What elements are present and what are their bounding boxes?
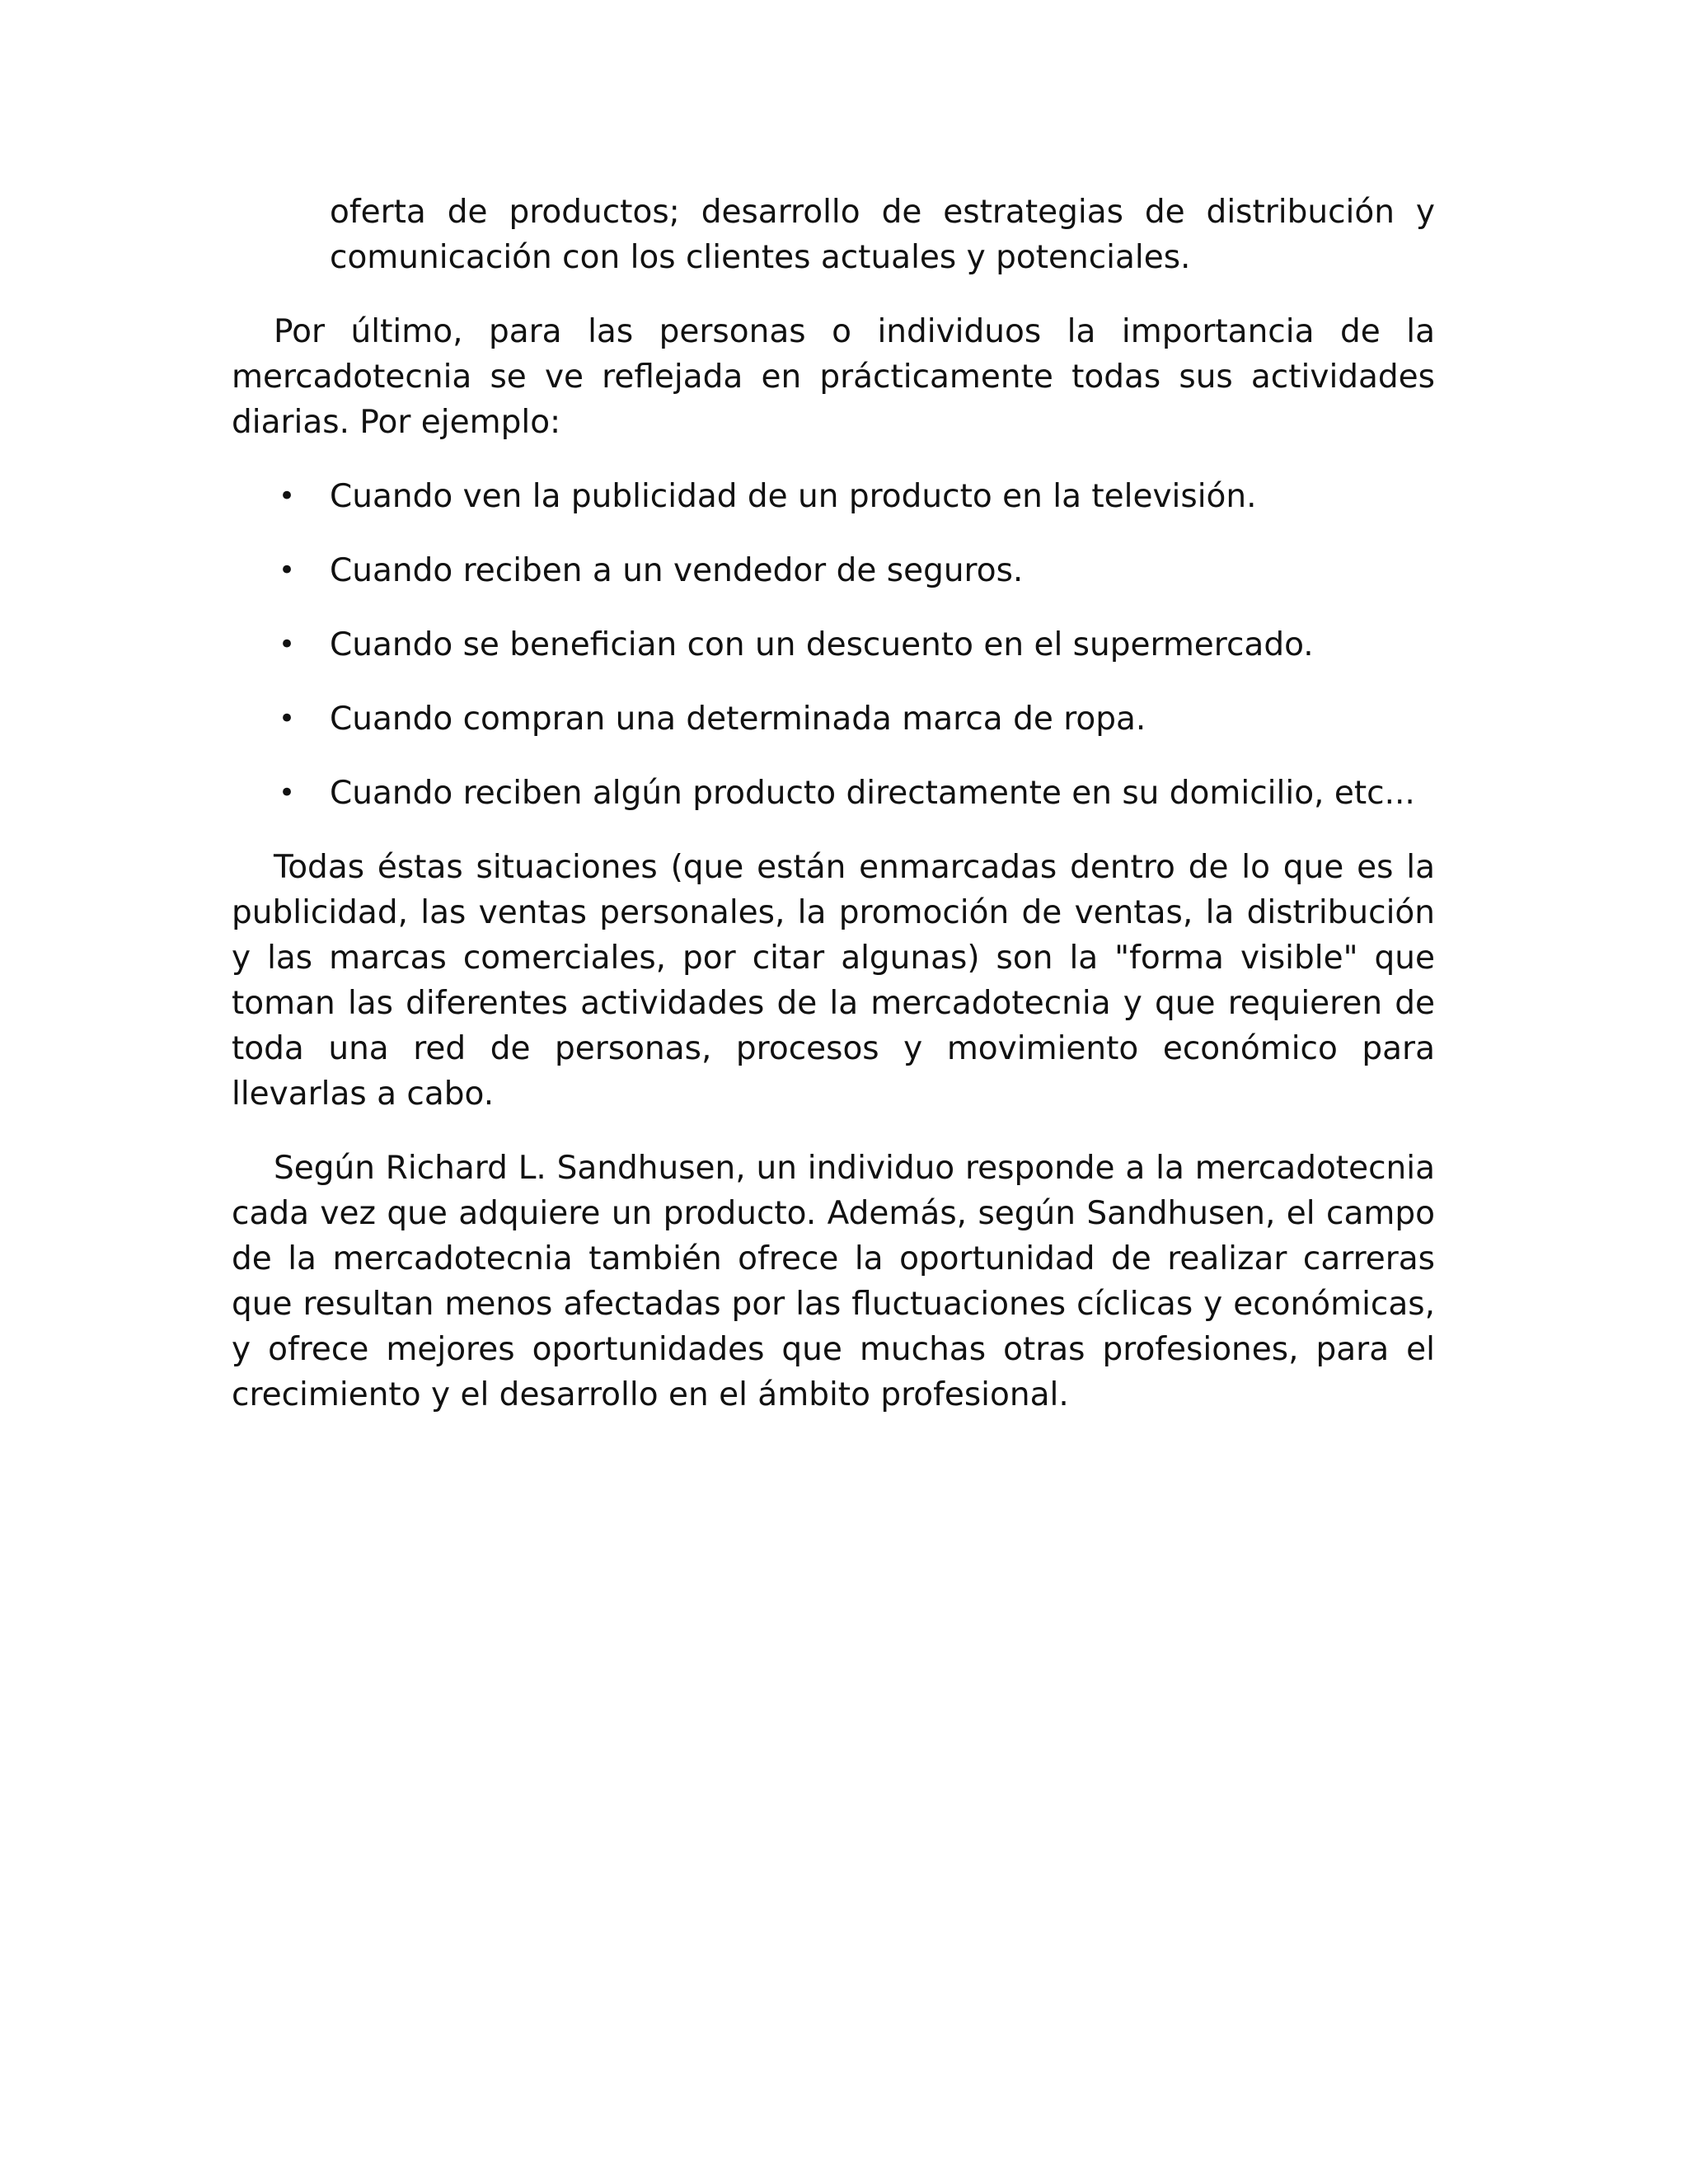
list-item-text: Cuando compran una determinada marca de ropa. (330, 701, 1146, 738)
bullet-icon: • (279, 480, 296, 513)
bullet-icon: • (279, 776, 296, 809)
bullet-icon: • (279, 628, 296, 661)
examples-list (232, 474, 1435, 816)
list-item-text: Cuando reciben a un vendedor de seguros. (330, 552, 1024, 589)
paragraph-intro: Por último, para las personas o individuos la importancia de la mercadotecnia se ve reflejada en prácticamente todas sus actividades diarias. Por ejemplo: (232, 313, 1435, 441)
list-item-text: Cuando se benefician con un descuento en el supermercado. (330, 626, 1314, 663)
list-item (232, 622, 1435, 668)
list-item (232, 474, 1435, 519)
paragraph-continuation: oferta de productos; desarrollo de estrategias de distribución y comunicación con los clientes actuales y potenciales. (330, 194, 1435, 276)
bullet-icon: • (279, 702, 296, 735)
bullet-icon: • (279, 554, 296, 587)
list-item (232, 771, 1435, 816)
paragraph-sandhusen: Según Richard L. Sandhusen, un individuo responde a la mercadotecnia cada vez que adquiere un producto. Además, según Sandhusen, el campo de la mercadotecnia también ofrece la oportunidad de realizar carreras que resultan menos afectadas por las fluctuaciones cíclicas y económicas, y ofrece mejores oportunidades que muchas otras profesiones, para el crecimiento y el desarrollo en el ámbito profesional. (232, 1150, 1435, 1413)
list-item (232, 696, 1435, 742)
list-item-text: Cuando ven la publicidad de un producto en la televisión. (330, 478, 1257, 515)
list-item-text: Cuando reciben algún producto directamente en su domicilio, etc... (330, 775, 1415, 812)
list-item (232, 548, 1435, 593)
paragraph-situations: Todas éstas situaciones (que están enmarcadas dentro de lo que es la publicidad, las ventas personales, la promoción de ventas, la distribución y las marcas comerciales, por citar algunas) son la "forma visible" que toman las diferentes actividades de la mercadotecnia y que requieren de toda una red de personas, procesos y movimiento económico para llevarlas a cabo. (232, 849, 1435, 1113)
document-body (232, 190, 1435, 1446)
